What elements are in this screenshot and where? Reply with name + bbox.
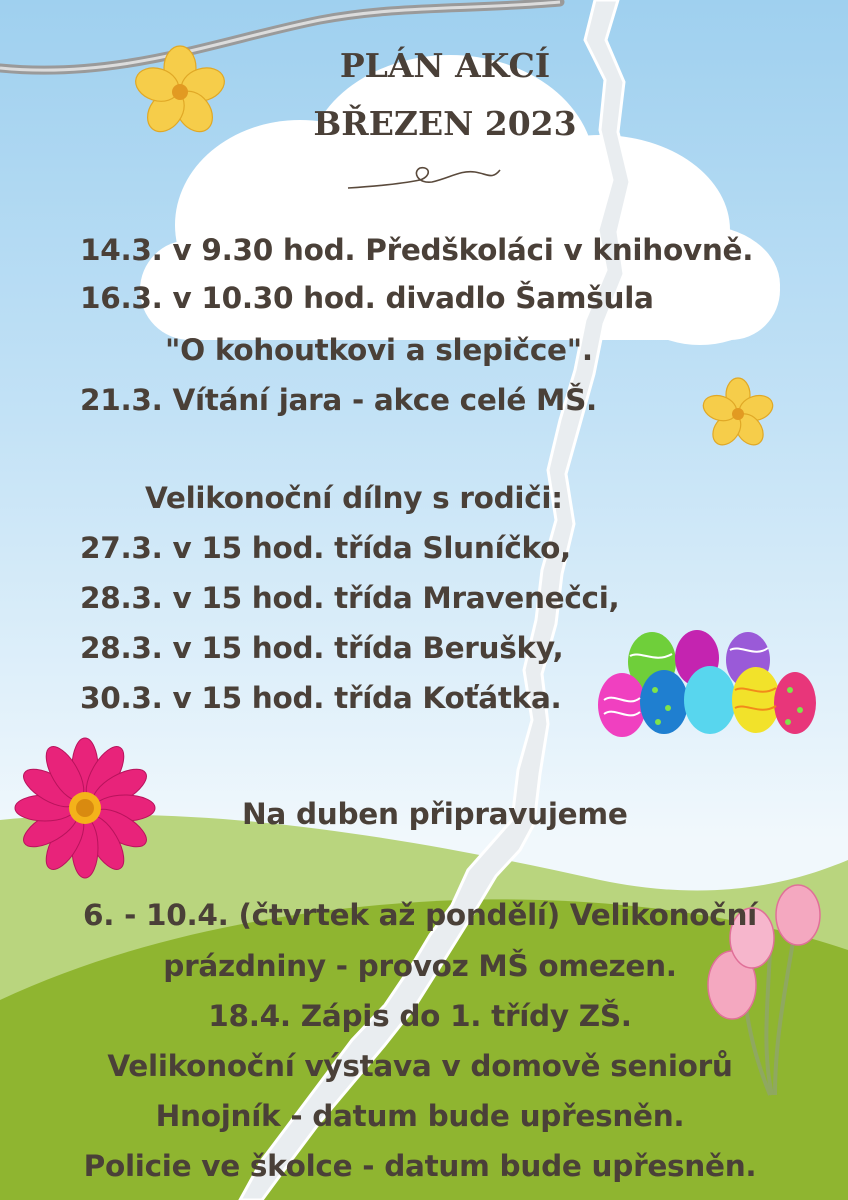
workshops-heading: Velikonoční dílny s rodiči: [145,481,563,515]
april-item: 6. - 10.4. (čtvrtek až pondělí) Velikonoční [83,898,757,932]
april-item: 18.4. Zápis do 1. třídy ZŠ. [208,999,632,1033]
march-event: 21.3. Vítání jara - akce celé MŠ. [80,383,597,417]
workshop-item: 27.3. v 15 hod. třída Sluníčko, [80,531,571,565]
march-event: 14.3. v 9.30 hod. Předškoláci v knihovně. [80,233,754,267]
title-line-1: PLÁN AKCÍ [339,46,551,85]
april-item: prázdniny - provoz MŠ omezen. [163,949,677,983]
april-heading: Na duben připravujeme [242,797,628,831]
workshop-item: 30.3. v 15 hod. třída Koťátka. [80,681,562,715]
march-event: "O kohoutkovi a slepičce". [165,333,593,367]
march-event: 16.3. v 10.30 hod. divadlo Šamšula [80,281,654,315]
workshop-item: 28.3. v 15 hod. třída Mravenečci, [80,581,620,615]
april-item: Hnojník - datum bude upřesněn. [155,1099,685,1133]
title-line-2: BŘEZEN 2023 [313,104,577,143]
april-item: Policie ve školce - datum bude upřesněn. [83,1149,757,1183]
workshop-item: 28.3. v 15 hod. třída Berušky, [80,631,564,665]
april-item: Velikonoční výstava v domově seniorů [107,1049,733,1083]
